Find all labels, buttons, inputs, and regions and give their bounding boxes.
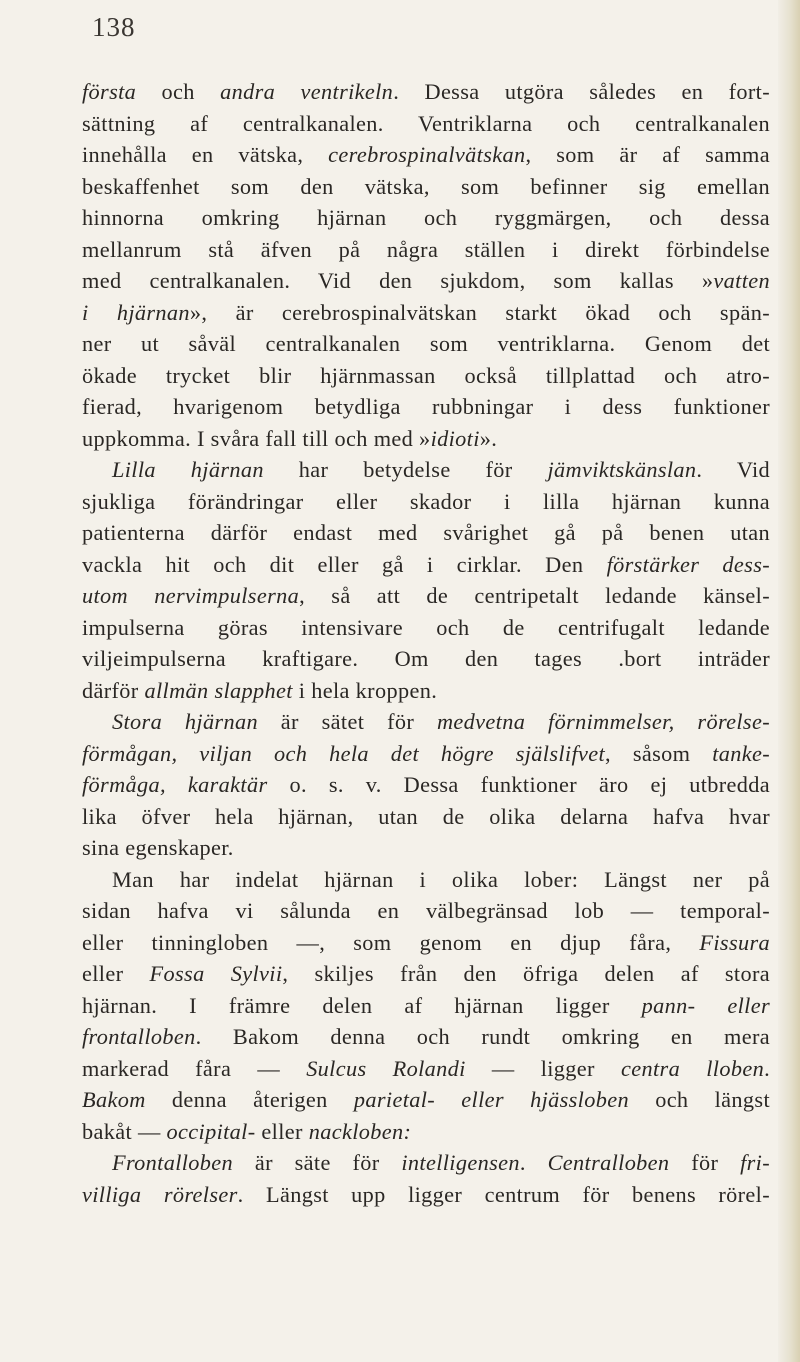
italic-text: första — [82, 79, 137, 104]
text-span: beskaffenhet som den vätska, som befinner sig emellan — [82, 173, 770, 199]
text-span: hjärnan. I främre delen af hjärnan ligger — [82, 992, 642, 1018]
italic-text: parietal- eller hjässloben — [353, 1087, 629, 1112]
text-line — [82, 1116, 770, 1148]
text-span: sjukliga förändringar eller skador i lilla hjärnan kunna — [82, 488, 770, 514]
text-span: sättning af centralkanalen. Ventriklarna och centralkanalen — [82, 110, 770, 136]
page-edge-shadow — [778, 0, 800, 1362]
text-span: . Dessa utgöra således en fort- — [393, 79, 770, 104]
text-line — [82, 958, 770, 990]
text-line — [82, 706, 770, 738]
text-span: , såsom — [605, 740, 713, 766]
text-span: med centralkanalen. Vid den sjukdom, som kallas » — [82, 268, 714, 293]
text-line — [82, 612, 770, 644]
italic-text: Frontalloben — [112, 1150, 234, 1175]
italic-text: idioti — [430, 425, 480, 451]
text-span: ökade trycket blir hjärnmassan också tillplattad och atro- — [82, 362, 770, 388]
text-span: hinnorna omkring hjärnan och ryggmärgen, och dessa — [82, 205, 770, 230]
text-line — [82, 1084, 770, 1116]
text-span: eller — [255, 1118, 309, 1144]
text-span: . — [764, 1055, 770, 1081]
text-line — [82, 391, 770, 423]
text-line — [82, 832, 770, 864]
text-line — [82, 769, 770, 801]
text-span: , som är af samma — [525, 142, 770, 167]
italic-text: medvetna förnimmelser, rörelse- — [436, 709, 770, 734]
text-span: Man har indelat hjärnan i olika lober: Längst ner på — [112, 866, 770, 892]
text-line — [82, 675, 770, 707]
text-line — [82, 360, 770, 392]
text-span: vackla hit och dit eller gå i cirklar. Den — [82, 551, 607, 577]
text-line — [82, 108, 770, 140]
text-line — [82, 328, 770, 360]
text-span: ner ut såväl centralkanalen som ventriklarna. Genom det — [82, 331, 770, 356]
italic-text: pann- eller — [641, 992, 770, 1018]
text-span: eller — [82, 961, 150, 986]
text-span: denna återigen — [145, 1087, 354, 1112]
text-line — [82, 864, 770, 896]
text-line — [82, 1147, 770, 1179]
italic-text: Stora hjärnan — [112, 709, 258, 734]
text-span: o. s. v. Dessa funktioner äro ej utbredda — [267, 772, 771, 797]
italic-text: centra lloben — [621, 1055, 765, 1081]
text-line — [82, 297, 770, 329]
text-span: impulserna göras intensivare och de centrifugalt ledande — [82, 614, 770, 640]
text-span: , så att de centripetalt ledande känsel- — [299, 583, 770, 608]
text-line — [82, 202, 770, 234]
text-line — [82, 265, 770, 297]
text-span: . Vid — [696, 457, 771, 482]
italic-text: allmän slapphet — [144, 677, 293, 703]
text-span: och längst — [628, 1087, 770, 1112]
italic-text: Centralloben — [547, 1150, 670, 1175]
italic-text: frontalloben — [82, 1024, 196, 1049]
text-span: uppkomma. I svåra fall till och med » — [82, 425, 431, 451]
text-span: lika öfver hela hjärnan, utan de olika delarna hafva hvar — [82, 803, 770, 829]
text-span: patienterna därför endast med svårighet gå på benen utan — [82, 520, 770, 545]
italic-text: nackloben: — [308, 1118, 412, 1144]
text-span: eller tinningloben —, som genom en djup fåra, — [82, 929, 700, 955]
text-span: . Längst upp ligger centrum för benens rörel- — [237, 1181, 770, 1207]
text-span: . Bakom denna och rundt omkring en mera — [195, 1024, 770, 1049]
text-span: ». — [479, 425, 498, 451]
italic-text: Lilla hjärnan — [112, 457, 264, 482]
text-span: . — [519, 1150, 548, 1175]
text-span: markerad fåra — — [82, 1055, 307, 1081]
text-span: för — [669, 1150, 741, 1175]
text-line — [82, 990, 770, 1022]
text-span: har betydelse för — [263, 457, 548, 482]
italic-text: Bakom — [82, 1087, 146, 1112]
text-line — [82, 486, 770, 518]
text-line — [82, 1021, 770, 1053]
text-span: viljeimpulserna kraftigare. Om den tages .bort inträder — [82, 646, 770, 671]
text-span: bakåt — — [82, 1118, 167, 1144]
text-line — [82, 1179, 770, 1211]
text-line — [82, 927, 770, 959]
text-line — [82, 454, 770, 486]
text-span: och — [136, 79, 221, 104]
italic-text: förmågan, viljan och hela det högre själslifvet — [82, 740, 606, 766]
text-span: sidan hafva vi sålunda en välbegränsad lob — temporal- — [82, 898, 770, 923]
text-line — [82, 580, 770, 612]
text-span: i hela kroppen. — [292, 677, 438, 703]
italic-text: villiga rörelser — [82, 1181, 238, 1207]
italic-text: i hjärnan — [82, 299, 190, 325]
italic-text: intelligensen — [401, 1150, 520, 1175]
text-line — [82, 801, 770, 833]
text-span: mellanrum stå äfven på några ställen i direkt förbindelse — [82, 236, 770, 262]
italic-text: occipital- — [166, 1118, 256, 1144]
italic-text: förmåga, karaktär — [82, 772, 268, 797]
italic-text: utom nervimpulserna — [82, 583, 300, 608]
italic-text: jämviktskänslan — [547, 457, 697, 482]
text-line — [82, 423, 770, 455]
body-text — [82, 76, 770, 1210]
text-span: », är cerebrospinalvätskan starkt ökad och spän- — [189, 299, 770, 325]
text-line — [82, 643, 770, 675]
text-line — [82, 171, 770, 203]
text-span: därför — [82, 677, 145, 703]
text-line — [82, 738, 770, 770]
italic-text: Sulcus Rolandi — [306, 1055, 466, 1081]
text-line — [82, 234, 770, 266]
text-span: fierad, hvarigenom betydliga rubbningar i dess funktioner — [82, 394, 770, 419]
italic-text: tanke- — [712, 740, 770, 766]
italic-text: förstärker dess- — [606, 551, 771, 577]
italic-text: cerebrospinalvätskan — [328, 142, 526, 167]
italic-text: Fissura — [699, 929, 770, 955]
italic-text: andra ventrikeln — [220, 79, 394, 104]
italic-text: Fossa Sylvii — [149, 961, 283, 986]
text-span: är sätet för — [257, 709, 437, 734]
italic-text: vatten — [713, 268, 770, 293]
text-span: innehålla en vätska, — [82, 142, 329, 167]
text-line — [82, 517, 770, 549]
italic-text: fri- — [740, 1150, 770, 1175]
text-span: — ligger — [465, 1055, 621, 1081]
page-number: 138 — [92, 12, 136, 42]
text-line — [82, 1053, 770, 1085]
text-span: sina egenskaper. — [82, 835, 234, 860]
text-span: är säte för — [233, 1150, 402, 1175]
text-line — [82, 76, 770, 108]
text-line — [82, 895, 770, 927]
text-line — [82, 549, 770, 581]
text-line — [82, 139, 770, 171]
text-span: , skiljes från den öfriga delen af stora — [282, 961, 770, 986]
